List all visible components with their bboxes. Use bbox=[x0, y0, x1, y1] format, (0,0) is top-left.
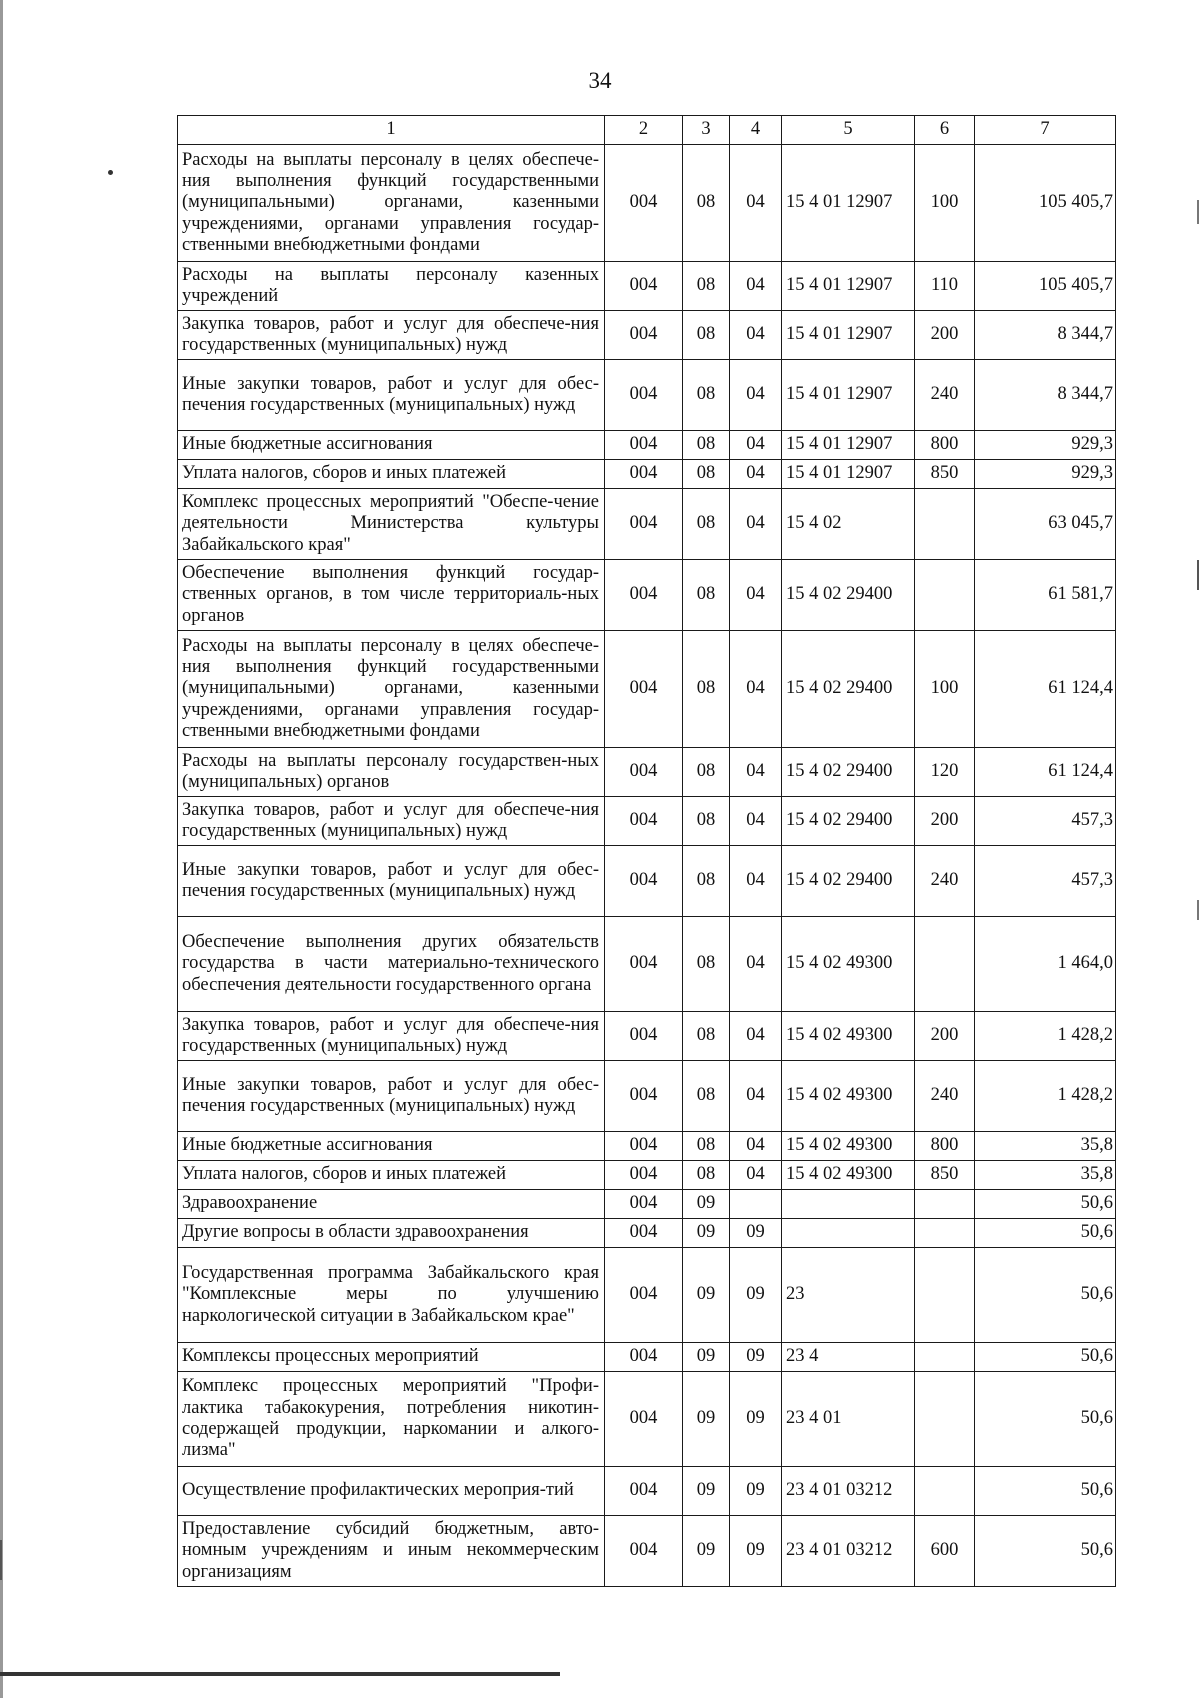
col5-cell: 15 4 02 49300 bbox=[782, 1012, 915, 1061]
col4-cell: 04 bbox=[730, 145, 782, 262]
scan-mark bbox=[0, 1672, 560, 1676]
col2-cell: 004 bbox=[605, 431, 683, 460]
table-row bbox=[178, 1061, 1116, 1132]
col7-cell: 8 344,7 bbox=[975, 360, 1116, 431]
row-name-cell: Расходы на выплаты персоналу государствен-ных (муниципальных) органов bbox=[178, 748, 605, 797]
col4-cell: 04 bbox=[730, 262, 782, 311]
col4-cell: 04 bbox=[730, 917, 782, 1012]
col3-cell: 08 bbox=[683, 145, 730, 262]
col5-cell: 23 4 bbox=[782, 1343, 915, 1372]
col2-cell: 004 bbox=[605, 748, 683, 797]
col2-cell: 004 bbox=[605, 1219, 683, 1248]
col3-cell: 09 bbox=[683, 1190, 730, 1219]
col5-cell: 15 4 02 49300 bbox=[782, 1061, 915, 1132]
row-name-cell: Закупка товаров, работ и услуг для обеспече-ния государственных (муниципальных) нужд bbox=[178, 797, 605, 846]
col7-cell: 50,6 bbox=[975, 1516, 1116, 1587]
col3-cell: 09 bbox=[683, 1516, 730, 1587]
table-row bbox=[178, 1467, 1116, 1516]
row-name-cell: Иные бюджетные ассигнования bbox=[178, 1132, 605, 1161]
col3-cell: 08 bbox=[683, 560, 730, 631]
col4-cell: 04 bbox=[730, 460, 782, 489]
col7-cell: 61 581,7 bbox=[975, 560, 1116, 631]
col7-cell: 50,6 bbox=[975, 1190, 1116, 1219]
col2-cell: 004 bbox=[605, 631, 683, 748]
col2-cell: 004 bbox=[605, 1467, 683, 1516]
scan-mark bbox=[1197, 200, 1199, 224]
col2-cell: 004 bbox=[605, 360, 683, 431]
col5-cell: 15 4 01 12907 bbox=[782, 311, 915, 360]
col7-cell: 50,6 bbox=[975, 1343, 1116, 1372]
col3-cell: 08 bbox=[683, 431, 730, 460]
col5-cell bbox=[782, 1190, 915, 1219]
table-row bbox=[178, 262, 1116, 311]
row-name-cell: Осуществление профилактических мероприя-тий bbox=[178, 1467, 605, 1516]
col5-cell: 15 4 02 29400 bbox=[782, 846, 915, 917]
budget-table bbox=[177, 115, 1116, 1587]
col3-cell: 08 bbox=[683, 360, 730, 431]
row-name-cell: Расходы на выплаты персоналу казенных учреждений bbox=[178, 262, 605, 311]
col4-cell: 04 bbox=[730, 489, 782, 560]
col4-cell: 04 bbox=[730, 560, 782, 631]
col3-cell: 09 bbox=[683, 1248, 730, 1343]
col2-cell: 004 bbox=[605, 1343, 683, 1372]
col4-cell: 09 bbox=[730, 1219, 782, 1248]
col7-cell: 50,6 bbox=[975, 1372, 1116, 1467]
col2-cell: 004 bbox=[605, 145, 683, 262]
col6-cell: 850 bbox=[915, 1161, 975, 1190]
col3-cell: 08 bbox=[683, 1132, 730, 1161]
table-row bbox=[178, 797, 1116, 846]
col3-cell: 09 bbox=[683, 1343, 730, 1372]
col6-cell: 240 bbox=[915, 1061, 975, 1132]
table-row bbox=[178, 489, 1116, 560]
col7-cell: 8 344,7 bbox=[975, 311, 1116, 360]
col4-cell: 04 bbox=[730, 360, 782, 431]
col4-cell: 04 bbox=[730, 797, 782, 846]
row-name-cell: Другие вопросы в области здравоохранения bbox=[178, 1219, 605, 1248]
col6-cell bbox=[915, 1248, 975, 1343]
col3-cell: 09 bbox=[683, 1467, 730, 1516]
col5-cell: 15 4 02 29400 bbox=[782, 560, 915, 631]
col7-cell: 105 405,7 bbox=[975, 145, 1116, 262]
col5-cell: 23 4 01 03212 bbox=[782, 1516, 915, 1587]
col7-cell: 61 124,4 bbox=[975, 748, 1116, 797]
row-name-cell: Здравоохранение bbox=[178, 1190, 605, 1219]
col2-cell: 004 bbox=[605, 1190, 683, 1219]
col4-cell: 09 bbox=[730, 1343, 782, 1372]
col4-cell: 09 bbox=[730, 1248, 782, 1343]
col7-cell: 105 405,7 bbox=[975, 262, 1116, 311]
col5-cell: 15 4 02 29400 bbox=[782, 631, 915, 748]
col5-cell: 23 bbox=[782, 1248, 915, 1343]
col4-cell bbox=[730, 1190, 782, 1219]
col5-cell: 15 4 02 bbox=[782, 489, 915, 560]
table-header-row bbox=[178, 116, 1116, 145]
col2-cell: 004 bbox=[605, 797, 683, 846]
row-name-cell: Закупка товаров, работ и услуг для обеспече-ния государственных (муниципальных) нужд bbox=[178, 311, 605, 360]
table-row bbox=[178, 311, 1116, 360]
col7-cell: 457,3 bbox=[975, 846, 1116, 917]
col6-cell bbox=[915, 489, 975, 560]
column-header-6: 6 bbox=[915, 116, 975, 145]
col4-cell: 04 bbox=[730, 846, 782, 917]
scan-mark bbox=[1197, 900, 1199, 920]
col2-cell: 004 bbox=[605, 1132, 683, 1161]
col3-cell: 08 bbox=[683, 1161, 730, 1190]
col6-cell bbox=[915, 1467, 975, 1516]
col4-cell: 04 bbox=[730, 1012, 782, 1061]
col5-cell: 23 4 01 bbox=[782, 1372, 915, 1467]
col5-cell: 15 4 01 12907 bbox=[782, 431, 915, 460]
col5-cell: 15 4 01 12907 bbox=[782, 460, 915, 489]
table-row bbox=[178, 360, 1116, 431]
col2-cell: 004 bbox=[605, 1516, 683, 1587]
col2-cell: 004 bbox=[605, 489, 683, 560]
col7-cell: 929,3 bbox=[975, 431, 1116, 460]
col3-cell: 08 bbox=[683, 631, 730, 748]
col5-cell: 15 4 02 49300 bbox=[782, 1132, 915, 1161]
row-name-cell: Уплата налогов, сборов и иных платежей bbox=[178, 460, 605, 489]
col5-cell: 15 4 01 12907 bbox=[782, 360, 915, 431]
table-row bbox=[178, 1219, 1116, 1248]
row-name-cell: Обеспечение выполнения функций государ-ственных органов, в том числе территориаль-ных органов bbox=[178, 560, 605, 631]
col6-cell: 800 bbox=[915, 431, 975, 460]
column-header-5: 5 bbox=[782, 116, 915, 145]
table-row bbox=[178, 631, 1116, 748]
column-header-2: 2 bbox=[605, 116, 683, 145]
table-row bbox=[178, 145, 1116, 262]
page-number: 34 bbox=[588, 68, 612, 93]
row-name-cell: Комплексы процессных мероприятий bbox=[178, 1343, 605, 1372]
col7-cell: 63 045,7 bbox=[975, 489, 1116, 560]
col3-cell: 08 bbox=[683, 748, 730, 797]
col2-cell: 004 bbox=[605, 560, 683, 631]
col3-cell: 08 bbox=[683, 846, 730, 917]
scan-mark bbox=[0, 0, 3, 1698]
col4-cell: 04 bbox=[730, 1061, 782, 1132]
column-header-7: 7 bbox=[975, 116, 1116, 145]
col5-cell: 15 4 02 29400 bbox=[782, 748, 915, 797]
col5-cell: 15 4 01 12907 bbox=[782, 145, 915, 262]
scan-mark bbox=[108, 170, 113, 175]
row-name-cell: Расходы на выплаты персоналу в целях обеспече-ния выполнения функций государственными (муниципальными) органами, казенными учреждениями, органами управления государ-ственными внебюджетными фондами bbox=[178, 145, 605, 262]
table-row bbox=[178, 1161, 1116, 1190]
col4-cell: 04 bbox=[730, 1132, 782, 1161]
table-row bbox=[178, 917, 1116, 1012]
row-name-cell: Расходы на выплаты персоналу в целях обеспече-ния выполнения функций государственными (муниципальными) органами, казенными учреждениями, органами управления государ-ственными внебюджетными фондами bbox=[178, 631, 605, 748]
table-row bbox=[178, 1248, 1116, 1343]
col7-cell: 1 428,2 bbox=[975, 1061, 1116, 1132]
col2-cell: 004 bbox=[605, 846, 683, 917]
table-row bbox=[178, 1132, 1116, 1161]
col6-cell bbox=[915, 917, 975, 1012]
col4-cell: 09 bbox=[730, 1372, 782, 1467]
col2-cell: 004 bbox=[605, 1372, 683, 1467]
col2-cell: 004 bbox=[605, 311, 683, 360]
col3-cell: 08 bbox=[683, 1012, 730, 1061]
col6-cell bbox=[915, 1190, 975, 1219]
col6-cell: 200 bbox=[915, 1012, 975, 1061]
row-name-cell: Иные закупки товаров, работ и услуг для обес-печения государственных (муниципальных) нужд bbox=[178, 1061, 605, 1132]
table-row bbox=[178, 846, 1116, 917]
table-row bbox=[178, 1190, 1116, 1219]
col6-cell: 800 bbox=[915, 1132, 975, 1161]
col4-cell: 09 bbox=[730, 1467, 782, 1516]
table-row bbox=[178, 1516, 1116, 1587]
col7-cell: 1 464,0 bbox=[975, 917, 1116, 1012]
col2-cell: 004 bbox=[605, 1012, 683, 1061]
col6-cell: 850 bbox=[915, 460, 975, 489]
col3-cell: 08 bbox=[683, 797, 730, 846]
row-name-cell: Комплекс процессных мероприятий "Обеспе-чение деятельности Министерства культуры Забайкальского края" bbox=[178, 489, 605, 560]
col3-cell: 08 bbox=[683, 311, 730, 360]
row-name-cell: Иные закупки товаров, работ и услуг для обес-печения государственных (муниципальных) нужд bbox=[178, 846, 605, 917]
col7-cell: 457,3 bbox=[975, 797, 1116, 846]
col3-cell: 08 bbox=[683, 917, 730, 1012]
col7-cell: 35,8 bbox=[975, 1161, 1116, 1190]
col5-cell: 15 4 01 12907 bbox=[782, 262, 915, 311]
scan-mark bbox=[1197, 560, 1199, 590]
col6-cell bbox=[915, 1343, 975, 1372]
col7-cell: 929,3 bbox=[975, 460, 1116, 489]
col6-cell: 600 bbox=[915, 1516, 975, 1587]
col6-cell bbox=[915, 560, 975, 631]
col7-cell: 50,6 bbox=[975, 1248, 1116, 1343]
col6-cell: 200 bbox=[915, 311, 975, 360]
col4-cell: 04 bbox=[730, 311, 782, 360]
col7-cell: 61 124,4 bbox=[975, 631, 1116, 748]
col5-cell: 15 4 02 29400 bbox=[782, 797, 915, 846]
col6-cell bbox=[915, 1219, 975, 1248]
scan-mark bbox=[0, 1540, 2, 1580]
table-row bbox=[178, 560, 1116, 631]
col2-cell: 004 bbox=[605, 460, 683, 489]
col4-cell: 09 bbox=[730, 1516, 782, 1587]
column-header-1: 1 bbox=[178, 116, 605, 145]
col3-cell: 09 bbox=[683, 1219, 730, 1248]
column-header-4: 4 bbox=[730, 116, 782, 145]
table-row bbox=[178, 1012, 1116, 1061]
col3-cell: 08 bbox=[683, 489, 730, 560]
col7-cell: 35,8 bbox=[975, 1132, 1116, 1161]
col2-cell: 004 bbox=[605, 1161, 683, 1190]
col7-cell: 1 428,2 bbox=[975, 1012, 1116, 1061]
row-name-cell: Иные бюджетные ассигнования bbox=[178, 431, 605, 460]
col5-cell: 23 4 01 03212 bbox=[782, 1467, 915, 1516]
row-name-cell: Закупка товаров, работ и услуг для обеспече-ния государственных (муниципальных) нужд bbox=[178, 1012, 605, 1061]
col3-cell: 08 bbox=[683, 1061, 730, 1132]
row-name-cell: Предоставление субсидий бюджетным, авто-номным учреждениям и иным некоммерческим организациям bbox=[178, 1516, 605, 1587]
col5-cell bbox=[782, 1219, 915, 1248]
col4-cell: 04 bbox=[730, 748, 782, 797]
col4-cell: 04 bbox=[730, 1161, 782, 1190]
col6-cell: 240 bbox=[915, 360, 975, 431]
col6-cell: 120 bbox=[915, 748, 975, 797]
col5-cell: 15 4 02 49300 bbox=[782, 917, 915, 1012]
col5-cell: 15 4 02 49300 bbox=[782, 1161, 915, 1190]
col4-cell: 04 bbox=[730, 431, 782, 460]
column-header-3: 3 bbox=[683, 116, 730, 145]
col7-cell: 50,6 bbox=[975, 1219, 1116, 1248]
col6-cell: 110 bbox=[915, 262, 975, 311]
col6-cell: 100 bbox=[915, 145, 975, 262]
col3-cell: 09 bbox=[683, 1372, 730, 1467]
row-name-cell: Обеспечение выполнения других обязательств государства в части материально-технического обеспечения деятельности государственного органа bbox=[178, 917, 605, 1012]
col2-cell: 004 bbox=[605, 262, 683, 311]
row-name-cell: Комплекс процессных мероприятий "Профи-лактика табакокурения, потребления никотин-содержащей продукции, наркомании и алкого-лизма" bbox=[178, 1372, 605, 1467]
table-row bbox=[178, 431, 1116, 460]
table-row bbox=[178, 460, 1116, 489]
col6-cell: 100 bbox=[915, 631, 975, 748]
col3-cell: 08 bbox=[683, 262, 730, 311]
row-name-cell: Иные закупки товаров, работ и услуг для обес-печения государственных (муниципальных) нужд bbox=[178, 360, 605, 431]
col6-cell bbox=[915, 1372, 975, 1467]
table-row bbox=[178, 1343, 1116, 1372]
col2-cell: 004 bbox=[605, 1061, 683, 1132]
col3-cell: 08 bbox=[683, 460, 730, 489]
col6-cell: 200 bbox=[915, 797, 975, 846]
col7-cell: 50,6 bbox=[975, 1467, 1116, 1516]
col6-cell: 240 bbox=[915, 846, 975, 917]
row-name-cell: Уплата налогов, сборов и иных платежей bbox=[178, 1161, 605, 1190]
col4-cell: 04 bbox=[730, 631, 782, 748]
table-row bbox=[178, 1372, 1116, 1467]
col2-cell: 004 bbox=[605, 917, 683, 1012]
col2-cell: 004 bbox=[605, 1248, 683, 1343]
table-row bbox=[178, 748, 1116, 797]
row-name-cell: Государственная программа Забайкальского края "Комплексные меры по улучшению наркологической ситуации в Забайкальском крае" bbox=[178, 1248, 605, 1343]
